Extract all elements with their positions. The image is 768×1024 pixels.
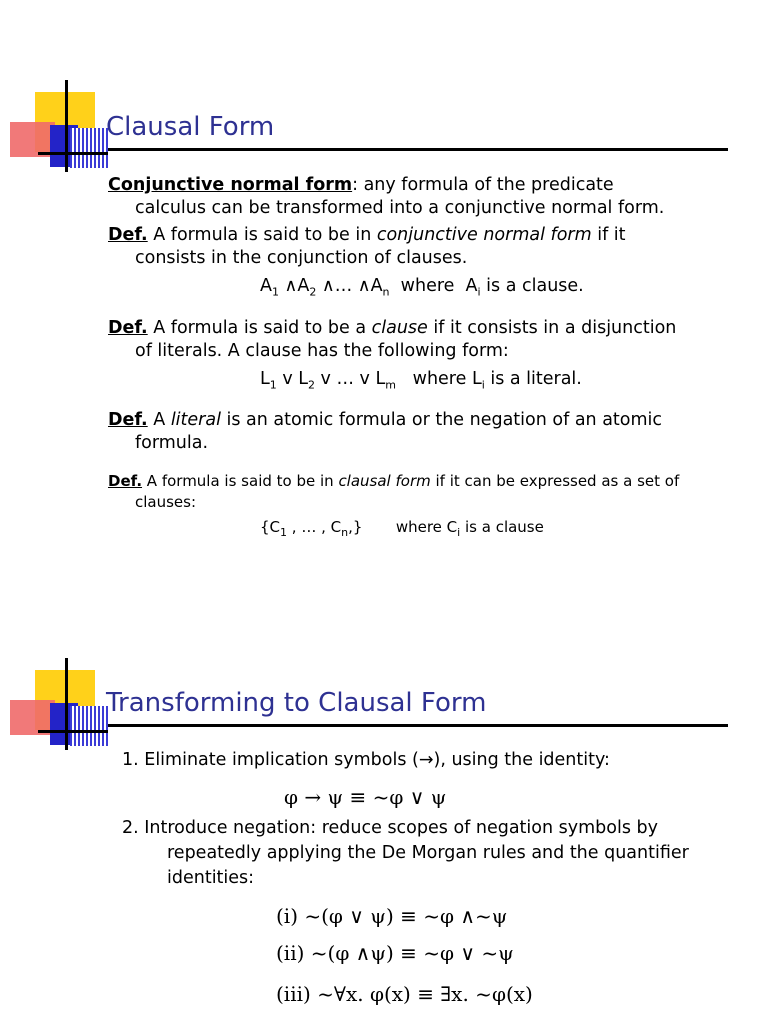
title-rule [108,148,728,151]
slide-logo [10,658,110,753]
clausal-formula: {$C_1$ , … , $C_n$,} where $C_i$ is a clause [260,518,544,539]
title-rule [108,724,728,727]
def-clausal-paragraph: Def. A formula is said to be in clausal form if it can be expressed as a set of clauses: [108,472,680,511]
slide-title: Clausal Form [106,112,275,142]
slide-logo [10,80,110,175]
cnf-formula: $A_1$ $\wedge A_2$ ∧… $\wedge A_n$ where $A_i$ is a clause. [260,276,584,299]
clause-formula: $L_1$ v $L_2$ v … v $L_m$ where $L_i$ is a literal. [260,369,582,392]
def-literal-paragraph: Def. A literal is an atomic formula or the negation of an atomic formula. [108,410,663,453]
rule-ii: (ii) ~(φ ∧ψ) ≡ ~φ ∨ ~ψ [276,941,514,965]
def-label: Def. [108,410,148,430]
identity-formula: φ → ψ ≡ ~φ ∨ ψ [284,785,447,809]
slide-transforming [0,650,768,1024]
rule-iii: (iii) ~∀x. φ(x) ≡ ∃x. ~φ(x) [276,982,533,1006]
cnf-paragraph: Conjunctive normal form: any formula of the predicate calculus can be transformed into a conjunctive normal form. [108,175,665,218]
def-cnf-paragraph: Def. A formula is said to be in conjunctive normal form if it consists in the conjunction of clauses. [108,225,626,268]
step-2: 2. Introduce negation: reduce scopes of negation symbols by repeatedly applying the De Morgan rules and the quantifier identities: [122,818,689,888]
def-label: Def. [108,472,143,490]
slide-title: Transforming to Clausal Form [106,688,487,718]
step-1: 1. Eliminate implication symbols (→), using the identity: [122,750,610,770]
def-label: Def. [108,225,148,245]
cnf-term: Conjunctive normal form [108,175,353,195]
def-clause-paragraph: Def. A formula is said to be a clause if it consists in a disjunction of literals. A clause has the following form: [108,318,677,361]
rule-i: (i) ~(φ ∨ ψ) ≡ ~φ ∧~ψ [276,904,508,928]
def-label: Def. [108,318,148,338]
